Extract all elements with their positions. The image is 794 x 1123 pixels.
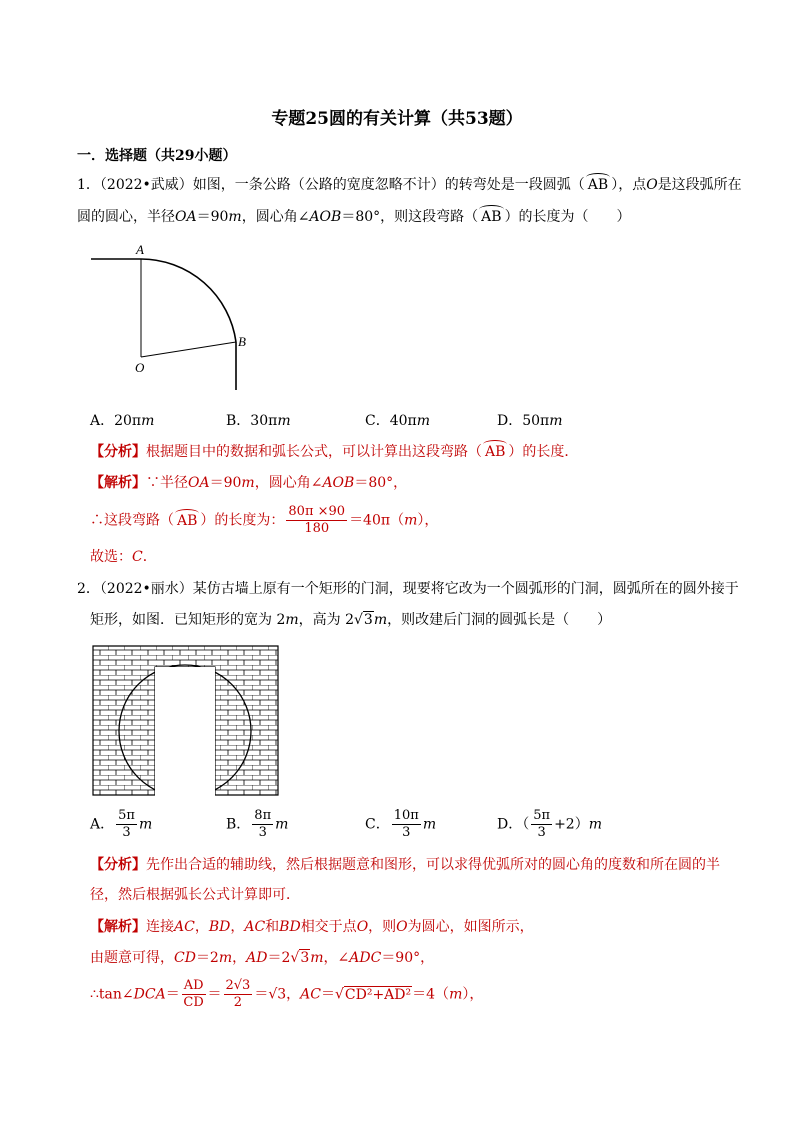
fraction-numerator: 10π — [393, 808, 419, 823]
tan-text: ＝√3， — [254, 986, 301, 1003]
given-text: ＝2 — [195, 950, 219, 966]
given-text: ＝90°， — [381, 950, 435, 966]
option-fraction — [392, 808, 421, 841]
option-text: A．20π — [90, 413, 142, 429]
option-text: B．30π — [226, 413, 278, 429]
fraction-denominator: 2 — [233, 995, 243, 1010]
segment-cd: CD — [174, 950, 196, 966]
answer-text: ． — [142, 549, 157, 565]
solution-text: ＝90 — [209, 475, 242, 491]
given-text: 由题意可得， — [90, 950, 174, 966]
q1-option-a — [90, 410, 154, 430]
road-arc — [141, 259, 236, 342]
q1-text: ）的长度为（ ） — [504, 209, 631, 225]
q1-text: ＝80°，则这段弯路（ — [341, 209, 479, 225]
q1-step — [90, 504, 438, 537]
q2-line2 — [90, 610, 611, 630]
q1-figure-road — [88, 238, 258, 393]
segment-ac: AC — [244, 919, 266, 935]
q2-text: ，则改建后门洞的圆弧长是（ ） — [387, 612, 612, 628]
equals: ＝ — [165, 986, 180, 1003]
q1-text: ＝90 — [196, 209, 229, 225]
option-prefix: B． — [226, 816, 251, 833]
label-o: O — [135, 360, 145, 375]
sqrt-sign: √ — [354, 612, 363, 628]
q1-solution — [90, 473, 407, 493]
option-unit: m — [138, 816, 153, 833]
step-text: ）， — [417, 512, 439, 529]
sqrt-expression: CD²+AD² — [344, 986, 412, 1003]
unit-m: m — [228, 209, 242, 225]
q1-text: 是这段弧所在 — [657, 177, 742, 193]
fraction-numerator: 5π — [118, 808, 135, 823]
unit-m: m — [449, 986, 463, 1003]
analysis-tag: 【分析】 — [90, 857, 146, 873]
conjunction: 和 — [265, 919, 280, 935]
q1-option-b — [226, 410, 291, 430]
q2-option-b — [226, 808, 288, 841]
option-fraction — [116, 808, 137, 841]
tan-value-fraction — [224, 978, 253, 1011]
fraction-numerator: 8π — [254, 808, 272, 823]
segment-ad: AD — [246, 950, 268, 966]
q2-option-a — [90, 808, 152, 841]
option-unit: m — [275, 816, 289, 833]
option-fraction — [252, 808, 273, 841]
arc-ab: AB — [482, 442, 508, 462]
angle-dca: DCA — [133, 986, 166, 1003]
separator: ， — [232, 950, 247, 966]
unit-m: m — [373, 612, 388, 628]
q1-text: 圆的圆心，半径 — [77, 209, 175, 225]
arc-ab: AB — [478, 207, 504, 227]
fraction-denominator: 3 — [258, 825, 267, 840]
option-prefix: A． — [90, 816, 115, 833]
analysis-text: 先作出合适的辅助线，然后根据题意和图形，可以求得优弧所对的圆心角的度数和所在圆的半 — [146, 857, 720, 873]
analysis-text: ）的长度． — [508, 444, 579, 460]
segment-bd: BD — [279, 919, 301, 935]
segment-oa: OA — [188, 475, 210, 491]
option-prefix: D．（ — [497, 816, 530, 833]
q2-option-d — [497, 808, 602, 841]
given-text: ，∠ — [323, 950, 350, 966]
q1-text: ），点 — [611, 177, 647, 193]
q2-solution — [90, 917, 534, 937]
q2-line1: 2．（2022•丽水）某仿古墙上原有一个矩形的门洞，现要将它改为一个圆弧形的门洞，圆弧所在的圆外接于 — [77, 581, 739, 597]
label-a: A — [136, 242, 144, 257]
solution-text: ∵半径 — [146, 475, 188, 491]
solution-text: ，圆心角∠ — [254, 475, 323, 491]
arc-ab: AB — [585, 175, 611, 195]
solution-text: 连接 — [146, 919, 174, 935]
option-text: D．50π — [497, 413, 550, 429]
segment-oa: OA — [175, 209, 197, 225]
solution-text: 为圆心，如图所示， — [407, 919, 534, 935]
fraction-numerator: 80π ×90 — [288, 504, 346, 519]
q1-analysis — [90, 442, 578, 462]
q1-option-d — [497, 410, 563, 430]
segment-ob-line — [141, 342, 236, 357]
tan-fraction — [182, 978, 206, 1011]
answer-choice: C — [132, 549, 143, 565]
solution-tag: 【解析】 — [90, 919, 146, 935]
q1-text: ，圆心角∠ — [241, 209, 310, 225]
step-text: ∴这段弯路（ — [90, 512, 174, 529]
q1-line2 — [77, 207, 631, 227]
solution-tag: 【解析】 — [90, 475, 146, 491]
unit-m: m — [285, 612, 299, 628]
equals: ＝ — [207, 986, 222, 1003]
fraction-numerator: AD — [183, 978, 204, 993]
angle-aob: AOB — [309, 209, 342, 225]
segment-bd: BD — [208, 919, 231, 935]
door-opening — [155, 667, 215, 797]
fraction-denominator: 180 — [304, 521, 330, 536]
q2-analysis-2: 径，然后根据弧长公式计算即可． — [90, 887, 300, 903]
segment-ac: AC — [174, 919, 195, 935]
q1-line1 — [77, 175, 742, 195]
q2-option-c — [365, 808, 436, 841]
q2-text: 矩形，如图．已知矩形的宽为 2 — [90, 612, 286, 628]
angle-aob: AOB — [322, 475, 355, 491]
analysis-text: 根据题目中的数据和弧长公式，可以计算出这段弯路（ — [146, 444, 482, 460]
segment-ac: AC — [300, 986, 321, 1003]
q1-answer — [90, 547, 157, 567]
angle-adc: ADC — [349, 950, 382, 966]
option-suffix: +2） — [554, 816, 589, 833]
option-unit: m — [588, 816, 602, 833]
unit-m: m — [404, 512, 418, 529]
q2-tan-step — [90, 978, 483, 1011]
given-text: ＝2 — [267, 950, 291, 966]
option-unit: m — [141, 413, 155, 429]
q2-text: ，高为 2 — [298, 612, 354, 628]
result-text: ）， — [462, 986, 484, 1003]
fraction-numerator: 2√3 — [225, 978, 251, 993]
label-b: B — [238, 334, 246, 349]
sqrt-sign: √ — [290, 950, 300, 966]
solution-text: 相交于点 — [300, 919, 357, 935]
sqrt-value: 3 — [363, 612, 373, 628]
tan-text: ∴tan∠ — [90, 986, 134, 1003]
q1-text: 1．（2022•武威）如图，一条公路（公路的宽度忽略不计）的转弯处是一段圆弧（ — [77, 177, 585, 193]
unit-m: m — [218, 950, 233, 966]
separator: ， — [230, 919, 245, 935]
option-unit: m — [277, 413, 291, 429]
answer-text: 故选： — [90, 549, 132, 565]
option-text: C．40π — [365, 413, 417, 429]
q2-given — [90, 948, 434, 968]
point-o: O — [396, 919, 408, 935]
option-unit: m — [422, 816, 437, 833]
q1-option-c — [365, 410, 430, 430]
option-fraction — [531, 808, 552, 841]
option-unit: m — [416, 413, 431, 429]
section-heading: 一．选择题（共29小题） — [77, 148, 237, 164]
analysis-tag: 【分析】 — [90, 444, 146, 460]
solution-text: ＝80°， — [354, 475, 408, 491]
sqrt-value: 3 — [300, 950, 310, 966]
q2-analysis-1 — [90, 855, 720, 875]
option-unit: m — [549, 413, 563, 429]
solution-text: ，则 — [368, 919, 397, 935]
fraction-denominator: 3 — [122, 825, 131, 840]
result-text: ＝4（ — [412, 986, 450, 1003]
option-prefix: C． — [365, 816, 390, 833]
fraction-denominator: CD — [183, 995, 204, 1010]
arc-ab: AB — [174, 511, 200, 531]
page-title: 专题25圆的有关计算（共53题） — [271, 109, 523, 129]
equals: ＝ — [320, 986, 335, 1003]
step-text: ）的长度为： — [200, 512, 285, 529]
step-text: ＝40π（ — [349, 512, 405, 529]
separator: ， — [194, 919, 209, 935]
arc-length-fraction — [286, 504, 347, 537]
point-o: O — [646, 177, 658, 193]
fraction-denominator: 3 — [402, 825, 411, 840]
point-o: O — [356, 919, 369, 935]
fraction-denominator: 3 — [537, 825, 546, 840]
q2-figure-wall — [92, 645, 280, 797]
unit-m: m — [241, 475, 255, 491]
unit-m: m — [310, 950, 324, 966]
sqrt-sign: √ — [334, 986, 344, 1003]
fraction-numerator: 5π — [533, 808, 551, 823]
